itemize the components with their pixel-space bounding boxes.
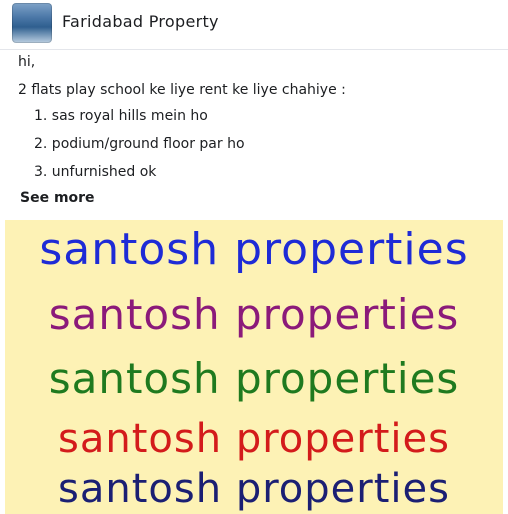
list-item: 3. unfurnished ok xyxy=(34,164,157,180)
post-header xyxy=(0,0,508,50)
post-greeting: hi, xyxy=(18,54,36,70)
image-text-line: santosh properties xyxy=(58,466,450,512)
post-image[interactable] xyxy=(5,220,503,514)
image-text-line: santosh properties xyxy=(58,416,450,462)
image-text-line: santosh properties xyxy=(48,290,460,339)
edge-divider xyxy=(503,50,508,514)
list-item: 1. sas royal hills mein ho xyxy=(34,108,208,124)
page-avatar[interactable] xyxy=(12,3,52,43)
image-text-line: santosh properties xyxy=(39,224,469,275)
requirements-list xyxy=(18,106,498,182)
page-name[interactable]: Faridabad Property xyxy=(62,12,219,31)
post-text xyxy=(18,52,498,190)
post-intro: 2 flats play school ke liye rent ke liye chahiye : xyxy=(18,82,346,98)
image-text-line: santosh properties xyxy=(48,354,460,403)
list-item: 2. podium/ground floor par ho xyxy=(34,136,245,152)
see-more-link[interactable]: See more xyxy=(20,190,95,206)
